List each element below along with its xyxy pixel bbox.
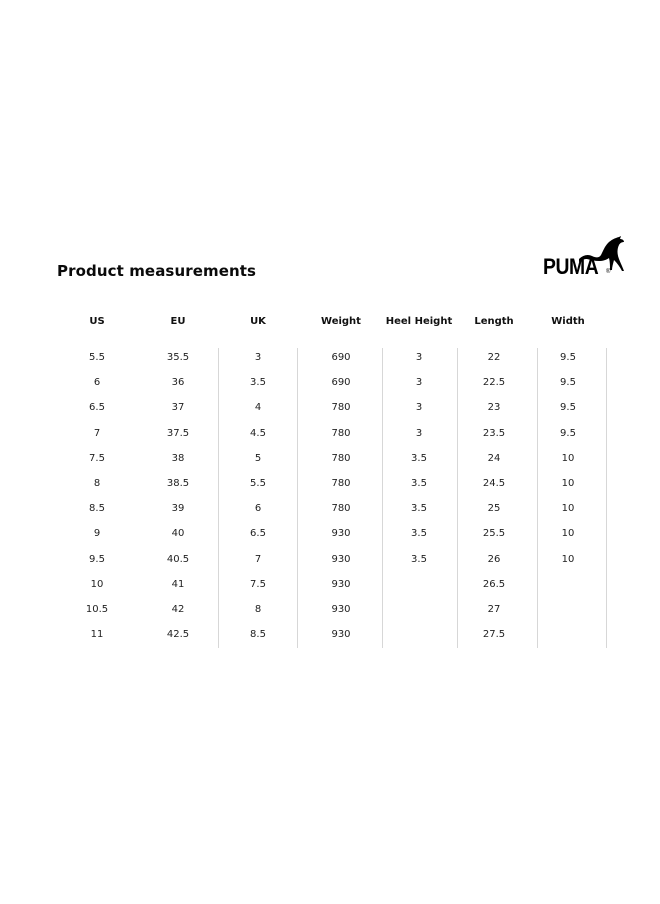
cell-length-0: 22 [487, 352, 501, 363]
column-divider [218, 348, 219, 648]
cell-us-11: 11 [90, 629, 104, 641]
cell-weight-11: 930 [331, 629, 351, 641]
cell-heel_height-3: 3 [415, 427, 423, 439]
cell-heel_height-8: 3.5 [411, 553, 427, 565]
cell-weight-9: 930 [331, 578, 351, 590]
cell-eu-10: 42 [171, 604, 185, 615]
cell-us-8: 9.5 [89, 553, 105, 565]
cell-weight-5: 780 [331, 478, 351, 489]
cell-us-9: 10 [90, 578, 104, 590]
cell-eu-8: 40.5 [166, 553, 190, 565]
column-divider [457, 348, 458, 648]
cell-width-5: 10 [561, 478, 575, 489]
cell-uk-0: 3 [254, 352, 262, 363]
cell-uk-9: 7.5 [250, 578, 266, 590]
cell-length-8: 26 [487, 553, 501, 565]
cell-heel_height-0: 3 [415, 352, 423, 363]
cell-width-2: 9.5 [560, 402, 576, 414]
cell-length-6: 25 [487, 503, 501, 515]
column-divider [382, 348, 383, 648]
cell-width-3: 9.5 [560, 427, 576, 439]
cell-length-7: 25.5 [482, 528, 506, 540]
cell-heel_height-1: 3 [415, 377, 423, 389]
cell-eu-9: 41 [171, 578, 185, 590]
cell-uk-10: 8 [254, 604, 262, 615]
column-header-weight: Weight [321, 316, 361, 327]
cell-weight-0: 690 [331, 352, 351, 363]
cell-width-6: 10 [561, 503, 575, 515]
cell-uk-4: 5 [254, 452, 262, 464]
cell-weight-8: 930 [331, 553, 351, 565]
cell-uk-2: 4 [254, 402, 262, 414]
cell-us-3: 7 [93, 427, 101, 439]
brand-wordmark: PUMA [543, 254, 599, 279]
cell-us-10: 10.5 [85, 604, 109, 615]
cell-uk-8: 7 [254, 553, 262, 565]
cell-uk-1: 3.5 [250, 377, 266, 389]
registered-mark: ® [606, 269, 611, 275]
cell-eu-2: 37 [171, 402, 185, 414]
cell-uk-6: 6 [254, 503, 262, 515]
cell-length-1: 22.5 [482, 377, 506, 389]
column-header-heel_height: Heel Height [385, 316, 453, 327]
cell-length-9: 26.5 [482, 578, 506, 590]
page-title: Product measurements [57, 262, 257, 280]
cell-us-5: 8 [93, 478, 101, 489]
cell-eu-5: 38.5 [166, 478, 190, 489]
column-header-uk: UK [250, 316, 266, 327]
cell-width-7: 10 [561, 528, 575, 540]
column-header-length: Length [474, 316, 514, 327]
cell-length-10: 27 [487, 604, 501, 615]
cell-width-0: 9.5 [560, 352, 576, 363]
column-header-eu: EU [170, 316, 186, 327]
column-divider [297, 348, 298, 648]
column-header-us: US [89, 316, 105, 327]
cell-us-1: 6 [93, 377, 101, 389]
cell-eu-4: 38 [171, 452, 185, 464]
cell-length-4: 24 [487, 452, 501, 464]
measurements-table [57, 310, 627, 650]
cell-weight-10: 930 [331, 604, 351, 615]
cell-heel_height-7: 3.5 [411, 528, 427, 540]
cell-eu-3: 37.5 [166, 427, 190, 439]
cell-us-0: 5.5 [89, 352, 105, 363]
cell-heel_height-2: 3 [415, 402, 423, 414]
cell-eu-1: 36 [171, 377, 185, 389]
column-divider [537, 348, 538, 648]
cell-length-5: 24.5 [482, 478, 506, 489]
cell-uk-11: 8.5 [250, 629, 266, 641]
column-header-width: Width [551, 316, 585, 327]
cell-heel_height-5: 3.5 [411, 478, 427, 489]
cell-width-8: 10 [561, 553, 575, 565]
cell-length-2: 23 [487, 402, 501, 414]
cell-weight-6: 780 [331, 503, 351, 515]
cell-uk-3: 4.5 [250, 427, 266, 439]
cell-us-2: 6.5 [89, 402, 105, 414]
cell-us-4: 7.5 [89, 452, 105, 464]
column-divider [606, 348, 607, 648]
cell-weight-4: 780 [331, 452, 351, 464]
cell-eu-7: 40 [171, 528, 185, 540]
cell-width-1: 9.5 [560, 377, 576, 389]
cell-weight-1: 690 [331, 377, 351, 389]
cell-us-7: 9 [93, 528, 101, 540]
cell-heel_height-4: 3.5 [411, 452, 427, 464]
cell-heel_height-6: 3.5 [411, 503, 427, 515]
cell-weight-3: 780 [331, 427, 351, 439]
cell-weight-2: 780 [331, 402, 351, 414]
cell-length-11: 27.5 [482, 629, 506, 641]
cell-weight-7: 930 [331, 528, 351, 540]
cell-us-6: 8.5 [89, 503, 105, 515]
cell-uk-7: 6.5 [250, 528, 266, 540]
cell-eu-6: 39 [171, 503, 185, 515]
cell-uk-5: 5.5 [250, 478, 266, 489]
cell-length-3: 23.5 [482, 427, 506, 439]
cell-width-4: 10 [561, 452, 575, 464]
brand-logo [541, 236, 625, 282]
cell-eu-11: 42.5 [166, 629, 190, 641]
cell-eu-0: 35.5 [166, 352, 190, 363]
